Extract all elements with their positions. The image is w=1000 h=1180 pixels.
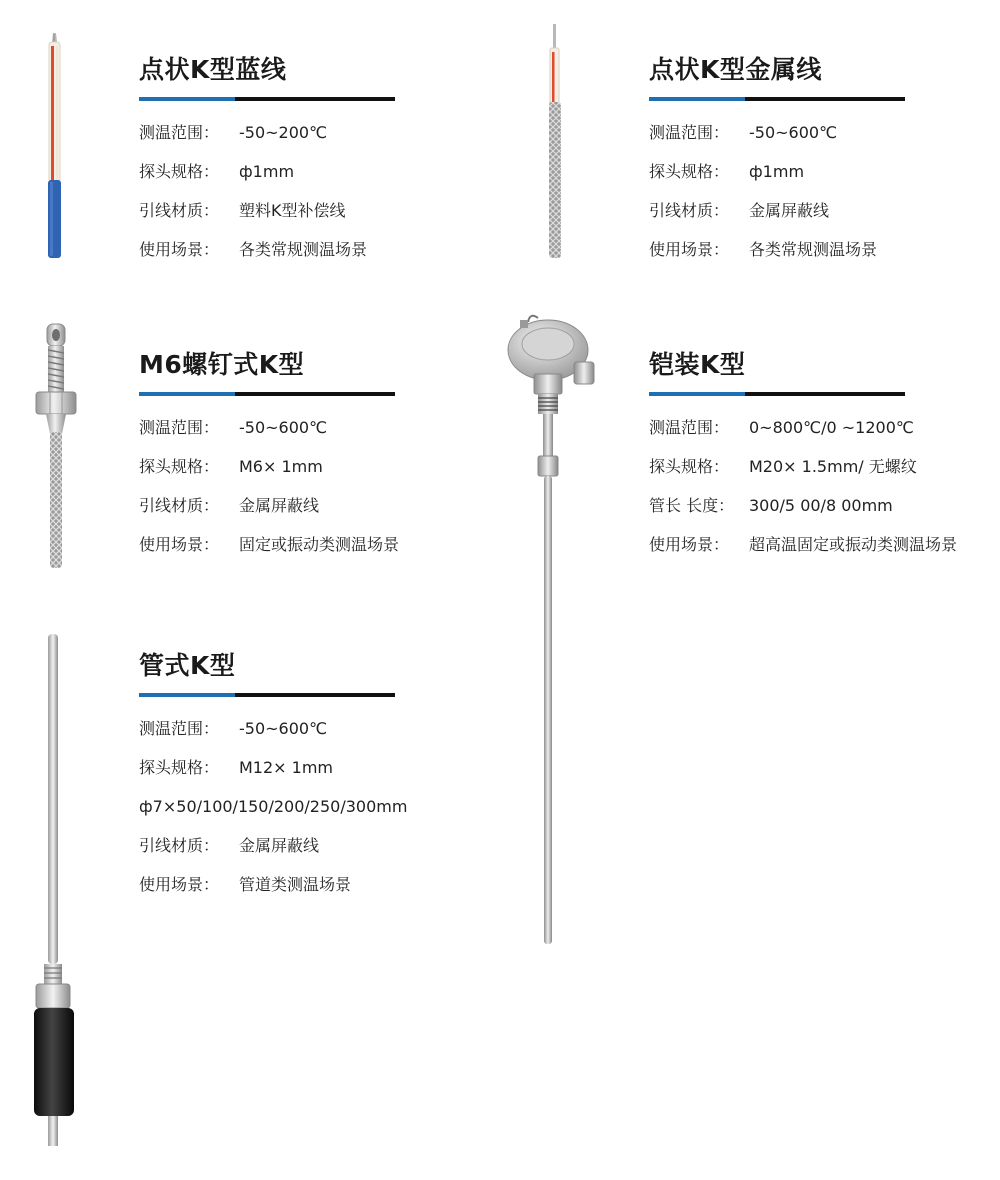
title-underline — [649, 392, 905, 396]
product-title: 管式K型 — [139, 651, 236, 680]
spec-use-case: 使用场景： 超高温固定或振动类测温场景 — [649, 535, 958, 554]
product-armored-k — [649, 350, 957, 564]
armored-probe-image — [500, 312, 600, 947]
tube-probe-image — [24, 630, 86, 1150]
product-title: 点状K型蓝线 — [139, 55, 287, 84]
spec-list — [649, 113, 905, 269]
product-title: M6螺钉式K型 — [139, 350, 305, 379]
spec-lead-material: 引线材质： 金属屏蔽线 — [139, 836, 320, 855]
spec-use-case: 使用场景： 各类常规测温场景 — [139, 240, 368, 259]
spec-lead-material: 引线材质： 金属屏蔽线 — [139, 496, 320, 515]
product-tube-k — [139, 651, 407, 904]
product-title: 铠装K型 — [649, 350, 746, 379]
spec-temp-range: 测温范围： -50~600℃ — [649, 123, 838, 142]
spec-temp-range: 测温范围： -50~600℃ — [139, 418, 328, 437]
product-title: 点状K型金属线 — [649, 55, 822, 84]
metal-braid-probe-image — [538, 22, 572, 260]
spec-probe-size: 探头规格： M12× 1mm — [139, 758, 334, 777]
spec-temp-range: 测温范围： -50~200℃ — [139, 123, 328, 142]
product-point-k-metal — [649, 55, 905, 269]
spec-probe-size: 探头规格： M6× 1mm — [139, 457, 323, 476]
spec-lead-material: 引线材质： 塑料K型补偿线 — [139, 201, 346, 220]
spec-probe-size: 探头规格： ф1mm — [139, 162, 295, 181]
spec-use-case: 使用场景： 各类常规测温场景 — [649, 240, 878, 259]
title-underline — [139, 97, 395, 101]
spec-probe-size: 探头规格： ф1mm — [649, 162, 805, 181]
title-underline — [139, 392, 395, 396]
title-underline — [649, 97, 905, 101]
spec-tube-length: 管长 长度： 300/5 00/8 00mm — [649, 496, 893, 515]
spec-list — [139, 709, 407, 904]
title-underline — [139, 693, 395, 697]
spec-use-case: 使用场景： 固定或振动类测温场景 — [139, 535, 400, 554]
spec-tube-dimensions: ф7×50/100/150/200/250/300mm — [139, 797, 408, 816]
blue-lead-probe-image — [38, 30, 72, 260]
spec-temp-range: 测温范围： -50~600℃ — [139, 719, 328, 738]
product-m6-screw-k — [139, 350, 399, 564]
product-point-k-blue — [139, 55, 395, 269]
spec-list — [649, 408, 957, 564]
spec-temp-range: 测温范围： 0~800℃/0 ~1200℃ — [649, 418, 914, 437]
spec-lead-material: 引线材质： 金属屏蔽线 — [649, 201, 830, 220]
spec-probe-size: 探头规格： M20× 1.5mm/ 无螺纹 — [649, 457, 917, 476]
spec-list — [139, 113, 395, 269]
m6-screw-probe-image — [26, 320, 88, 570]
spec-list — [139, 408, 399, 564]
spec-use-case: 使用场景： 管道类测温场景 — [139, 875, 352, 894]
